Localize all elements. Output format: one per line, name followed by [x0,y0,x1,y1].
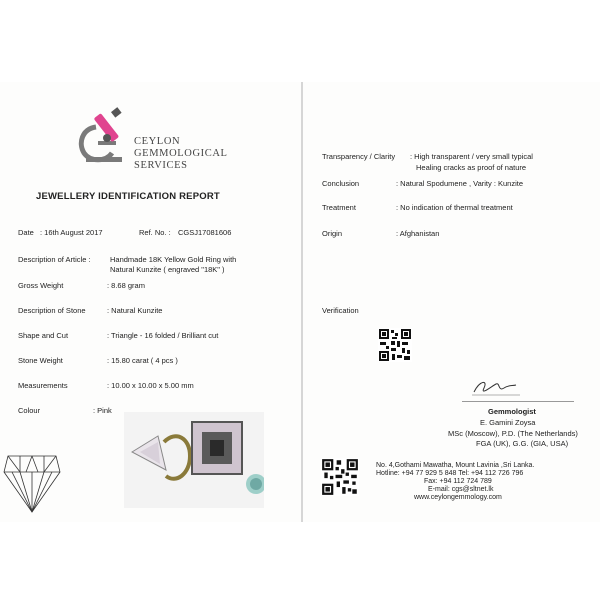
field-value-colour: : Pink [93,406,112,415]
field-label-colour: Colour [18,406,41,415]
logo-line-2: GEMMOLOGICAL [134,148,228,159]
field-value-shape-cut: : Triangle - 16 folded / Brilliant cut [107,331,219,340]
date-label: Date [18,228,34,237]
verification-qr-icon[interactable] [378,328,412,362]
signature-qualification-2: FGA (UK), G.G. (GIA, USA) [476,439,569,448]
field-value-treatment: : No indication of thermal treatment [396,203,513,212]
field-label-article: Description of Article : [18,255,91,264]
field-label-treatment: Treatment [322,203,356,212]
field-label-origin: Origin [322,229,343,238]
field-label-stone-weight: Stone Weight [18,356,63,365]
signature-qualification-1: MSc (Moscow), P.D. (The Netherlands) [448,429,578,438]
contact-address: No. 4,Gothami Mawatha, Mount Lavinia ,Sri Lanka. [376,462,535,469]
ref-label: Ref. No. : [139,228,171,237]
date-value: : 16th August 2017 [40,228,103,237]
field-value-stone: : Natural Kunzite [107,306,163,315]
field-value-gross-weight: : 8.68 gram [107,281,145,290]
verification-label: Verification [322,306,359,315]
field-label-shape-cut: Shape and Cut [18,331,69,340]
signature-line [462,401,574,402]
logo-line-1: CEYLON [134,136,181,147]
field-value-article: Handmade 18K Yellow Gold Ring with [110,255,237,264]
website-qr-icon[interactable] [321,458,359,496]
ref-value: CGSJ17081606 [178,228,232,237]
field-label-stone: Description of Stone [18,306,86,315]
page-fold-divider [301,82,303,522]
field-label-transparency: Transparency / Clarity [322,152,396,161]
field-value-transparency: : High transparent / very small typical [410,152,533,161]
report-title: JEWELLERY IDENTIFICATION REPORT [36,191,220,202]
contact-hotline: Hotline: +94 77 929 5 848 Tel: +94 112 726 796 [376,470,524,477]
field-value-conclusion: : Natural Spodumene , Varity : Kunzite [396,179,524,188]
contact-website-link[interactable]: www.ceylongemmology.com [414,494,502,501]
logo-line-3: SERVICES [134,160,188,171]
report-right-page [303,82,600,522]
contact-email[interactable]: E-mail: cgs@sltnet.lk [428,486,494,493]
signature-name: E. Gamini Zoysa [480,418,536,427]
field-value-transparency-2: Healing cracks as proof of nature [416,163,527,172]
field-label-gross-weight: Gross Weight [18,281,64,290]
microscope-icon [72,107,130,167]
ring-photo [124,412,264,508]
field-label-measurements: Measurements [18,381,68,390]
field-value-measurements: : 10.00 x 10.00 x 5.00 mm [107,381,194,390]
signature-image [470,376,522,398]
field-value-article-2: Natural Kunzite ( engraved "18K" ) [110,265,225,274]
contact-fax: Fax: +94 112 724 789 [424,478,492,485]
signature-title: Gemmologist [488,407,536,416]
field-value-origin: : Afghanistan [396,229,440,238]
field-value-stone-weight: : 15.80 carat ( 4 pcs ) [107,356,178,365]
diamond-outline-icon [2,450,62,515]
field-label-conclusion: Conclusion [322,179,360,188]
